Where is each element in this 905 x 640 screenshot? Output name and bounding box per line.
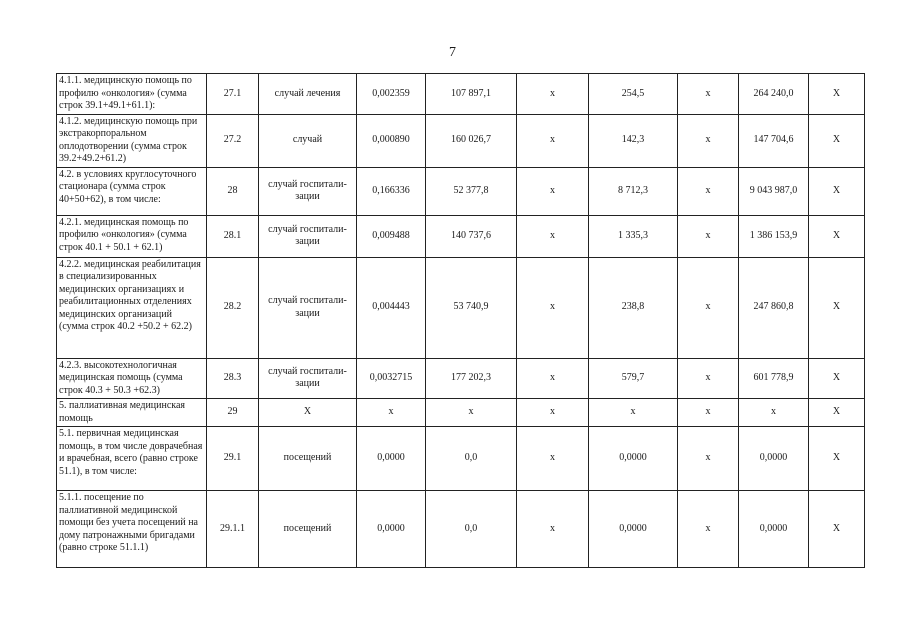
row-unit: случай лечения: [259, 74, 357, 115]
row-value-col5: 140 737,6: [426, 215, 517, 257]
row-value-col8: х: [678, 399, 739, 427]
table-row: [57, 491, 865, 568]
table-row: [57, 358, 865, 399]
row-value-col9: 147 704,6: [739, 114, 809, 167]
row-value-col5: 53 740,9: [426, 257, 517, 358]
row-value-col4: 0,0000: [357, 427, 426, 491]
row-name: 4.1.2. медицинскую помощь при экстракорпоральном оплодотворении (сумма строк 39.2+49.2+61.2): [57, 114, 207, 167]
row-unit: случай: [259, 114, 357, 167]
row-value-col8: х: [678, 215, 739, 257]
row-name: 4.2.2. медицинская реабилитация в специализированных медицинских организациях и реабилитационных отделениях медицинских организаций (сумма строк 40.2 +50.2 + 62.2): [57, 257, 207, 358]
row-value-col8: х: [678, 167, 739, 215]
row-value-col10: Х: [809, 358, 865, 399]
row-value-col9: 0,0000: [739, 427, 809, 491]
row-value-col9: 601 778,9: [739, 358, 809, 399]
row-value-col7: 1 335,3: [589, 215, 678, 257]
row-value-col10: Х: [809, 427, 865, 491]
row-value-col9: 1 386 153,9: [739, 215, 809, 257]
row-value-col8: х: [678, 358, 739, 399]
row-value-col5: х: [426, 399, 517, 427]
tariff-table: [56, 73, 865, 568]
row-value-col7: х: [589, 399, 678, 427]
row-value-col9: 0,0000: [739, 491, 809, 568]
row-value-col7: 0,0000: [589, 427, 678, 491]
row-name: 4.1.1. медицинскую помощь по профилю «онкология» (сумма строк 39.1+49.1+61.1):: [57, 74, 207, 115]
table-row: [57, 167, 865, 215]
row-value-col7: 579,7: [589, 358, 678, 399]
row-value-col6: х: [517, 491, 589, 568]
row-value-col5: 0,0: [426, 427, 517, 491]
row-code: 29.1: [207, 427, 259, 491]
row-value-col4: 0,004443: [357, 257, 426, 358]
table-row: [57, 427, 865, 491]
row-value-col6: х: [517, 399, 589, 427]
table-row: [57, 257, 865, 358]
row-unit: случай госпитали-зации: [259, 167, 357, 215]
row-value-col5: 107 897,1: [426, 74, 517, 115]
page-number: 7: [449, 45, 456, 60]
row-value-col5: 160 026,7: [426, 114, 517, 167]
row-name: 5.1.1. посещение по паллиативной медицинской помощи без учета посещений на дому патронажными бригадами (равно строке 51.1.1): [57, 491, 207, 568]
row-value-col10: Х: [809, 114, 865, 167]
row-unit: случай госпитали-зации: [259, 257, 357, 358]
row-unit: Х: [259, 399, 357, 427]
table-row: [57, 399, 865, 427]
row-value-col6: х: [517, 358, 589, 399]
row-value-col4: 0,0032715: [357, 358, 426, 399]
row-code: 28: [207, 167, 259, 215]
row-value-col7: 8 712,3: [589, 167, 678, 215]
table-row: [57, 74, 865, 115]
row-value-col8: х: [678, 74, 739, 115]
row-name: 4.2. в условиях круглосуточного стационара (сумма строк 40+50+62), в том числе:: [57, 167, 207, 215]
row-code: 27.1: [207, 74, 259, 115]
row-value-col6: х: [517, 74, 589, 115]
row-value-col8: х: [678, 427, 739, 491]
row-value-col9: х: [739, 399, 809, 427]
table-row: [57, 114, 865, 167]
row-value-col10: Х: [809, 257, 865, 358]
row-value-col9: 264 240,0: [739, 74, 809, 115]
row-value-col10: Х: [809, 491, 865, 568]
row-value-col8: х: [678, 114, 739, 167]
row-name: 5.1. первичная медицинская помощь, в том числе доврачебная и врачебная, всего (равно строке 51.1), в том числе:: [57, 427, 207, 491]
row-name: 4.2.1. медицинская помощь по профилю «онкология» (сумма строк 40.1 + 50.1 + 62.1): [57, 215, 207, 257]
row-value-col8: х: [678, 491, 739, 568]
row-value-col5: 52 377,8: [426, 167, 517, 215]
row-code: 28.3: [207, 358, 259, 399]
row-value-col5: 0,0: [426, 491, 517, 568]
row-code: 28.2: [207, 257, 259, 358]
row-unit: посещений: [259, 427, 357, 491]
row-value-col7: 254,5: [589, 74, 678, 115]
row-value-col9: 247 860,8: [739, 257, 809, 358]
row-code: 27.2: [207, 114, 259, 167]
row-value-col6: х: [517, 215, 589, 257]
row-value-col10: Х: [809, 215, 865, 257]
row-value-col6: х: [517, 427, 589, 491]
row-value-col6: х: [517, 114, 589, 167]
row-unit: случай госпитали-зации: [259, 215, 357, 257]
row-value-col7: 238,8: [589, 257, 678, 358]
row-name: 5. паллиативная медицинская помощь: [57, 399, 207, 427]
row-value-col4: 0,009488: [357, 215, 426, 257]
row-value-col9: 9 043 987,0: [739, 167, 809, 215]
row-value-col10: Х: [809, 167, 865, 215]
row-value-col10: Х: [809, 399, 865, 427]
row-name: 4.2.3. высокотехнологичная медицинская помощь (сумма строк 40.3 + 50.3 +62.3): [57, 358, 207, 399]
row-unit: посещений: [259, 491, 357, 568]
row-value-col4: 0,002359: [357, 74, 426, 115]
row-value-col8: х: [678, 257, 739, 358]
row-value-col5: 177 202,3: [426, 358, 517, 399]
row-value-col7: 142,3: [589, 114, 678, 167]
row-value-col4: 0,166336: [357, 167, 426, 215]
row-code: 29: [207, 399, 259, 427]
row-value-col10: Х: [809, 74, 865, 115]
row-code: 29.1.1: [207, 491, 259, 568]
row-value-col6: х: [517, 257, 589, 358]
row-unit: случай госпитали-зации: [259, 358, 357, 399]
row-value-col7: 0,0000: [589, 491, 678, 568]
row-value-col6: х: [517, 167, 589, 215]
row-value-col4: 0,000890: [357, 114, 426, 167]
row-value-col4: х: [357, 399, 426, 427]
table-row: [57, 215, 865, 257]
row-value-col4: 0,0000: [357, 491, 426, 568]
row-code: 28.1: [207, 215, 259, 257]
